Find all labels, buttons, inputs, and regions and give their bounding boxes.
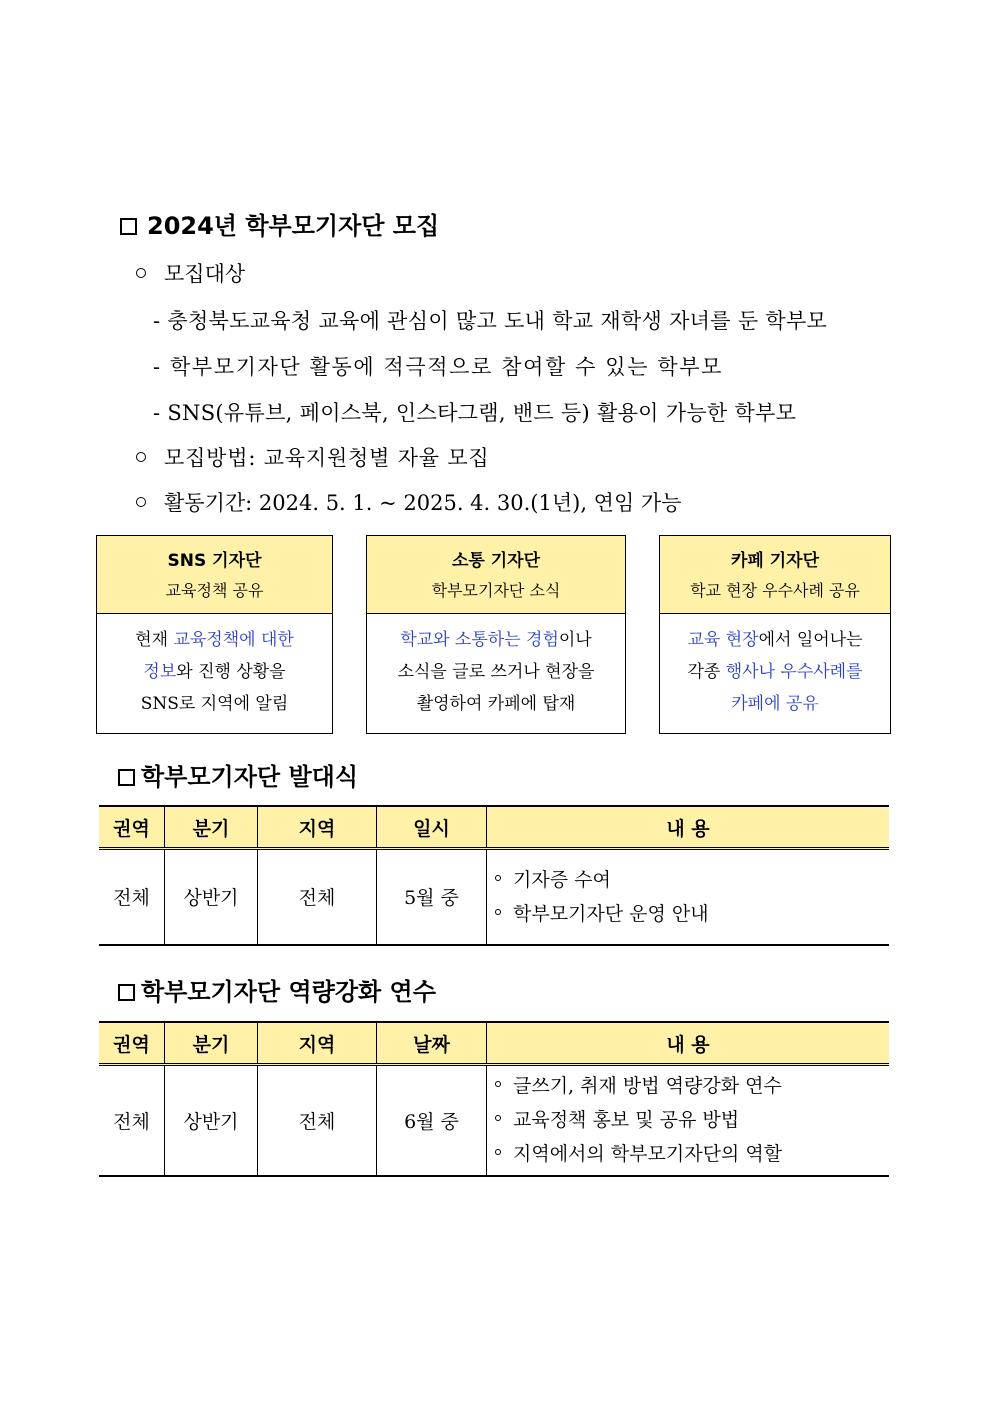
small-circle-bullet-icon bbox=[495, 1081, 501, 1087]
cell-date: 6월 중 bbox=[377, 1065, 487, 1176]
table-header: 지역 bbox=[258, 806, 377, 849]
table-header: 분기 bbox=[165, 806, 258, 849]
team-title: 소통 기자단 bbox=[451, 551, 541, 571]
checkbox-square-icon bbox=[120, 218, 137, 235]
team-subtitle: 학교 현장 우수사례 공유 bbox=[690, 581, 860, 600]
circle-bullet-icon bbox=[136, 452, 146, 462]
table-header: 일시 bbox=[377, 806, 487, 849]
content-item: 지역에서의 학부모기자단의 역할 bbox=[513, 1143, 783, 1166]
cell-region-group: 전체 bbox=[99, 849, 165, 945]
desc-highlight: 행사나 우수사례를 bbox=[725, 662, 863, 682]
table-header: 권역 bbox=[99, 806, 165, 849]
content-item: 교육정책 홍보 및 공유 방법 bbox=[513, 1109, 740, 1132]
table-header-row bbox=[99, 1022, 889, 1065]
cell-quarter: 상반기 bbox=[165, 849, 258, 945]
team-card-communication bbox=[366, 535, 626, 734]
target-item: - 충청북도교육청 교육에 관심이 많고 도내 학교 재학생 자녀를 둔 학부모 bbox=[153, 309, 828, 333]
table-header: 내 용 bbox=[487, 806, 890, 849]
team-subtitle: 교육정책 공유 bbox=[165, 581, 264, 600]
table-header: 지역 bbox=[258, 1022, 377, 1065]
cell-region-group: 전체 bbox=[99, 1065, 165, 1176]
checkbox-square-icon bbox=[118, 984, 135, 1001]
team-card-cafe bbox=[659, 535, 891, 734]
team-title: 카페 기자단 bbox=[730, 551, 820, 571]
desc-text: 현재 bbox=[135, 630, 174, 650]
title-text: 2024년 학부모기자단 모집 bbox=[147, 212, 440, 240]
cell-date: 5월 중 bbox=[377, 849, 487, 945]
small-circle-bullet-icon bbox=[495, 909, 501, 915]
team-description bbox=[367, 614, 625, 720]
table-header: 분기 bbox=[165, 1022, 258, 1065]
desc-text: 각종 bbox=[687, 662, 726, 682]
table-header: 날짜 bbox=[377, 1022, 487, 1065]
team-card-header bbox=[660, 536, 890, 614]
desc-highlight: 교육 현장 bbox=[687, 630, 759, 650]
cell-content bbox=[487, 849, 890, 945]
table-row bbox=[99, 849, 889, 945]
target-item: - SNS(유튜브, 페이스북, 인스타그램, 밴드 등) 활용이 가능한 학부모 bbox=[153, 401, 797, 425]
target-text: 충청북도교육청 교육에 관심이 많고 도내 학교 재학생 자녀를 둔 학부모 bbox=[167, 309, 828, 333]
team-card-sns bbox=[96, 535, 333, 734]
launch-table bbox=[99, 805, 889, 946]
desc-highlight: 교육정책에 대한 bbox=[173, 630, 294, 650]
content-item: 글쓰기, 취재 방법 역량강화 연수 bbox=[513, 1075, 782, 1098]
cell-region: 전체 bbox=[258, 1065, 377, 1176]
desc-text: 촬영하여 카페에 탑재 bbox=[416, 694, 576, 714]
circle-bullet-icon bbox=[136, 497, 146, 507]
content-item: 학부모기자단 운영 안내 bbox=[513, 902, 709, 925]
content-item: 기자증 수여 bbox=[513, 868, 611, 891]
cell-quarter: 상반기 bbox=[165, 1065, 258, 1176]
period-line bbox=[136, 487, 682, 517]
cell-region: 전체 bbox=[258, 849, 377, 945]
method-line bbox=[136, 442, 490, 472]
team-description bbox=[660, 614, 890, 720]
target-heading bbox=[136, 258, 245, 288]
period-text: 활동기간: 2024. 5. 1. ~ 2025. 4. 30.(1년), 연임 가능 bbox=[164, 491, 682, 515]
desc-text: 와 진행 상황을 bbox=[176, 662, 286, 682]
desc-highlight: 정보 bbox=[143, 662, 177, 682]
training-table bbox=[99, 1021, 889, 1177]
desc-text: 소식을 글로 쓰거나 현장을 bbox=[397, 662, 595, 682]
desc-highlight: 학교와 소통하는 경험 bbox=[400, 630, 559, 650]
small-circle-bullet-icon bbox=[495, 875, 501, 881]
small-circle-bullet-icon bbox=[495, 1149, 501, 1155]
team-description bbox=[97, 614, 332, 720]
desc-text: 에서 일어나는 bbox=[758, 630, 863, 650]
table-header: 내 용 bbox=[487, 1022, 890, 1065]
circle-bullet-icon bbox=[136, 268, 146, 278]
target-label: 모집대상 bbox=[164, 262, 246, 286]
desc-text: SNS로 지역에 알림 bbox=[140, 694, 289, 714]
checkbox-square-icon bbox=[118, 769, 135, 786]
desc-text: 이나 bbox=[558, 630, 592, 650]
title-text: 학부모기자단 역량강화 연수 bbox=[141, 978, 436, 1006]
target-text: SNS(유튜브, 페이스북, 인스타그램, 밴드 등) 활용이 가능한 학부모 bbox=[167, 401, 797, 425]
table-header-row bbox=[99, 806, 889, 849]
title-text: 학부모기자단 발대식 bbox=[141, 763, 359, 791]
team-card-header bbox=[367, 536, 625, 614]
desc-highlight: 카페에 공유 bbox=[731, 694, 819, 714]
team-subtitle: 학부모기자단 소식 bbox=[431, 581, 561, 600]
section-recruitment-title bbox=[120, 206, 439, 241]
team-card-header bbox=[97, 536, 332, 614]
section-training-title bbox=[118, 972, 436, 1007]
target-item: - 학부모기자단 활동에 적극적으로 참여할 수 있는 학부모 bbox=[153, 355, 724, 379]
method-text: 모집방법: 교육지원청별 자율 모집 bbox=[164, 446, 490, 470]
table-header: 권역 bbox=[99, 1022, 165, 1065]
section-launch-title bbox=[118, 757, 358, 792]
team-title: SNS 기자단 bbox=[167, 551, 262, 571]
cell-content bbox=[487, 1065, 890, 1176]
small-circle-bullet-icon bbox=[495, 1115, 501, 1121]
table-row bbox=[99, 1065, 889, 1176]
target-text: 학부모기자단 활동에 적극적으로 참여할 수 있는 학부모 bbox=[169, 355, 724, 379]
